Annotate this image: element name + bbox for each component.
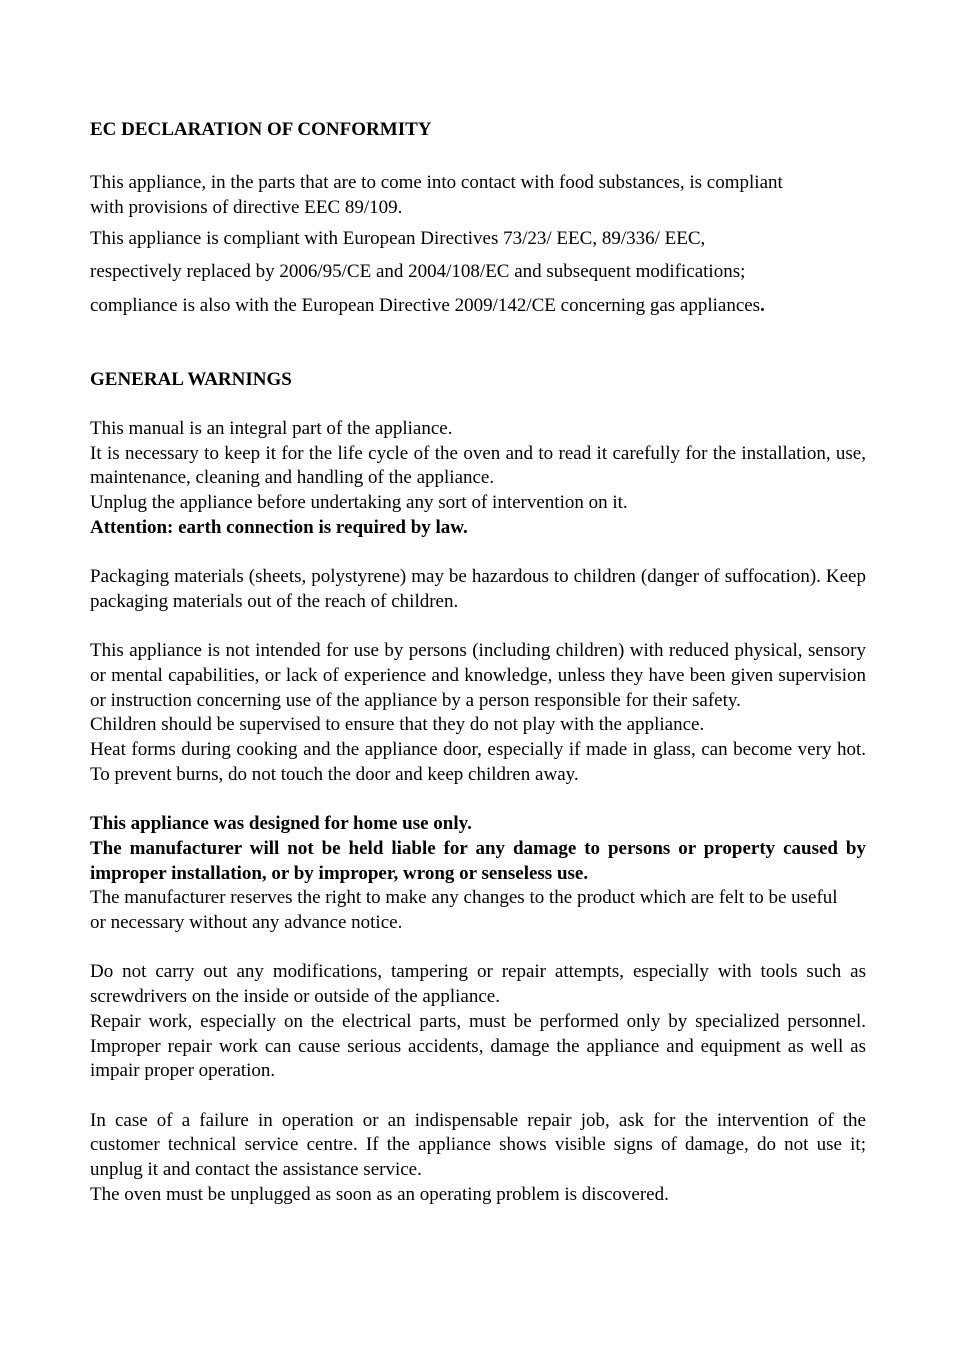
warning-repair-work: Repair work, especially on the electrical parts, must be performed only by specialized personnel. Improper repair work can cause serious accidents, damage the appliance and equipment as well as impair proper operation.: [90, 1010, 866, 1082]
warning-no-modifications: Do not carry out any modifications, tampering or repair attempts, especially with tools such as screwdrivers on the inside or outside of the appliance.: [90, 961, 866, 1008]
warning-manufacturer-changes: The manufacturer reserves the right to make any changes to the product which are felt to be useful or necessary without any advance notice.: [90, 887, 838, 934]
ec-food-contact-paragraph: This appliance, in the parts that are to come into contact with food substances, is compliant with provisions of directive EEC 89/109.: [90, 172, 783, 218]
warning-keep-manual: It is necessary to keep it for the life cycle of the oven and to read it carefully for the installation, use, maintenance, cleaning and handling of the appliance.: [90, 442, 866, 489]
warning-children-supervised: Children should be supervised to ensure that they do not play with the appliance.: [90, 714, 705, 736]
ec-replaced-line: respectively replaced by 2006/95/CE and 2004/108/EC and subsequent modifications;: [90, 261, 746, 282]
warning-manual-integral: This manual is an integral part of the appliance.: [90, 418, 453, 439]
warning-heat-door: Heat forms during cooking and the appliance door, especially if made in glass, can become very hot. To prevent burns, do not touch the door and keep children away.: [90, 739, 866, 785]
ec-gas-directive-period: .: [760, 295, 765, 316]
general-warnings-section: [90, 417, 866, 1207]
ec-gas-directive-text: compliance is also with the European Directive 2009/142/CE concerning gas appliances: [90, 295, 761, 316]
ec-declaration-heading: EC DECLARATION OF CONFORMITY: [90, 119, 432, 140]
warning-home-use: This appliance was designed for home use only.: [90, 813, 472, 835]
ec-directives-line: This appliance is compliant with European Directives 73/23/ EEC, 89/336/ EEC,: [90, 228, 706, 249]
warning-persons-capabilities: This appliance is not intended for use by persons (including children) with reduced physical, sensory or mental capabilities, or lack of experience and knowledge, unless they have been given supervision or instruction concerning use of the appliance by a person responsible for their safety.: [90, 640, 866, 711]
warning-manufacturer-liability: The manufacturer will not be held liable for any damage to persons or property caused by improper installation, or by improper, wrong or senseless use.: [90, 837, 866, 884]
general-warnings-heading: GENERAL WARNINGS: [90, 369, 292, 390]
ec-gas-directive-line: [90, 294, 765, 319]
warning-unplug: Unplug the appliance before undertaking any sort of intervention on it.: [90, 492, 628, 514]
warning-earth-connection: Attention: earth connection is required by law.: [90, 516, 468, 538]
warning-packaging: Packaging materials (sheets, polystyrene) may be hazardous to children (danger of suffocation). Keep packaging materials out of the reach of children.: [90, 566, 866, 612]
warning-failure-service: In case of a failure in operation or an indispensable repair job, ask for the intervention of the customer technical service centre. If the appliance shows visible signs of damage, do not use it; unplug it and contact the assistance service.: [90, 1109, 866, 1181]
warning-unplug-problem: The oven must be unplugged as soon as an operating problem is discovered.: [90, 1183, 669, 1205]
ec-declaration-section: [90, 171, 866, 220]
